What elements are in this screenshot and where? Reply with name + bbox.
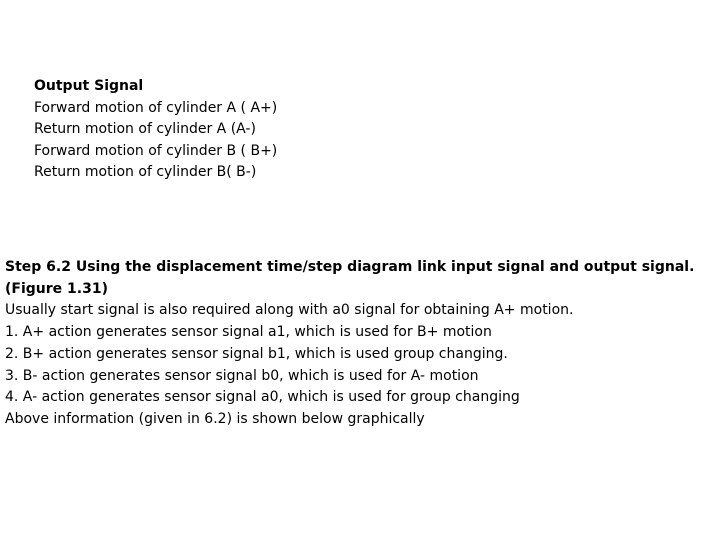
output-signal-item: Return motion of cylinder A (A-) xyxy=(34,121,256,137)
output-signal-section xyxy=(34,76,534,184)
step-line: Above information (given in 6.2) is shown below graphically xyxy=(5,410,425,427)
output-signal-item: Return motion of cylinder B( B-) xyxy=(34,164,257,180)
output-signal-item: Forward motion of cylinder A ( A+) xyxy=(34,99,278,116)
output-signal-heading: Output Signal xyxy=(34,78,144,94)
step-figure-reference: (Figure 1.31) xyxy=(5,280,108,297)
step-section xyxy=(5,257,710,431)
step-line: Usually start signal is also required along with a0 signal for obtaining A+ motion. xyxy=(5,302,574,319)
step-line: 3. B- action generates sensor signal b0, which is used for A- motion xyxy=(5,367,479,384)
step-line: 2. B+ action generates sensor signal b1, which is used group changing. xyxy=(5,345,508,362)
output-signal-item: Forward motion of cylinder B ( B+) xyxy=(34,142,278,159)
step-line: 1. A+ action generates sensor signal a1, which is used for B+ motion xyxy=(5,324,492,341)
step-heading: Step 6.2 Using the displacement time/step diagram link input signal and output signal. xyxy=(5,259,695,275)
step-line: 4. A- action generates sensor signal a0, which is used for group changing xyxy=(5,389,520,406)
